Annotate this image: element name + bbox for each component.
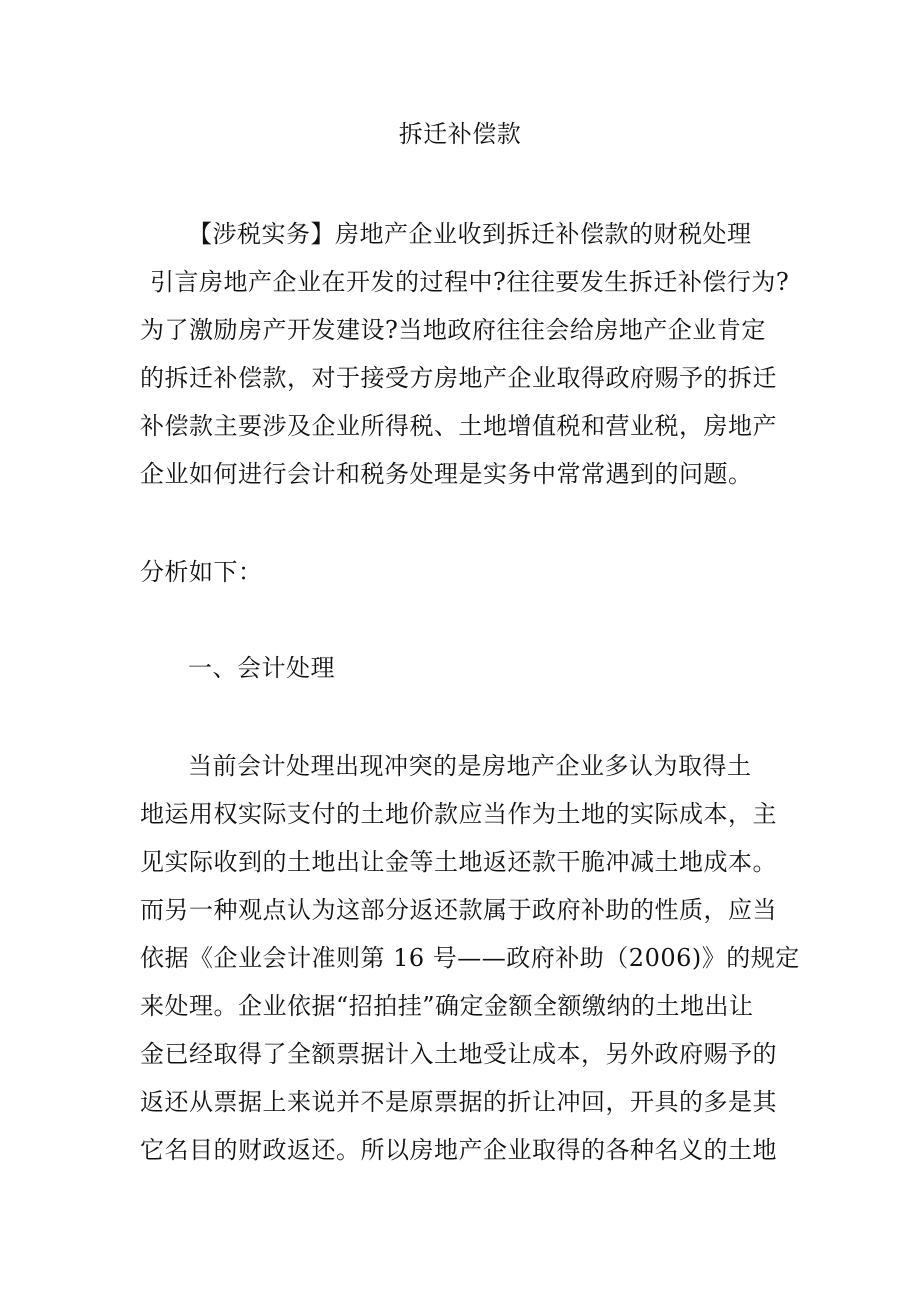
intro-line-2: 为了激励房产开发建设?当地政府往往会给房地产企业肯定 bbox=[140, 316, 766, 344]
section1-line-9: 它名目的财政返还。所以房地产企业取得的各种名义的土地 bbox=[140, 1136, 777, 1164]
intro-line-3: 的拆迁补偿款，对于接受方房地产企业取得政府赐予的拆迁 bbox=[140, 364, 777, 392]
section1-line-8: 返还从票据上来说并不是原票据的折让冲回，开具的多是其 bbox=[140, 1088, 777, 1116]
intro-line-5: 企业如何进行会计和税务处理是实务中常常遇到的问题。 bbox=[140, 460, 753, 488]
section1-line-3: 见实际收到的土地出让金等土地返还款干脆冲减土地成本。 bbox=[140, 848, 777, 876]
analysis-label: 分析如下： bbox=[140, 558, 263, 586]
section1-line-7: 金已经取得了全额票据计入土地受让成本，另外政府赐予的 bbox=[140, 1040, 777, 1068]
document-title: 拆迁补偿款 bbox=[398, 120, 522, 148]
section1-line-5: 依据《企业会计准则第 16 号——政府补助（2006)》的规定 bbox=[140, 944, 800, 972]
section1-line-1: 当前会计处理出现冲突的是房地产企业多认为取得土 bbox=[188, 752, 752, 780]
section1-line-6: 来处理。企业依据“招拍挂”确定金额全额缴纳的土地出让 bbox=[140, 992, 754, 1020]
intro-line-1: 引言房地产企业在开发的过程中?往往要发生拆迁补偿行为? bbox=[150, 268, 790, 296]
section1-heading: 一、会计处理 bbox=[188, 654, 335, 682]
intro-heading: 【涉税实务】房地产企业收到拆迁补偿款的财税处理 bbox=[188, 220, 752, 248]
section1-line-2: 地运用权实际支付的土地价款应当作为土地的实际成本，主 bbox=[140, 800, 777, 828]
intro-line-4: 补偿款主要涉及企业所得税、土地增值税和营业税，房地产 bbox=[140, 412, 777, 440]
section1-line-4: 而另一种观点认为这部分返还款属于政府补助的性质，应当 bbox=[140, 896, 777, 924]
